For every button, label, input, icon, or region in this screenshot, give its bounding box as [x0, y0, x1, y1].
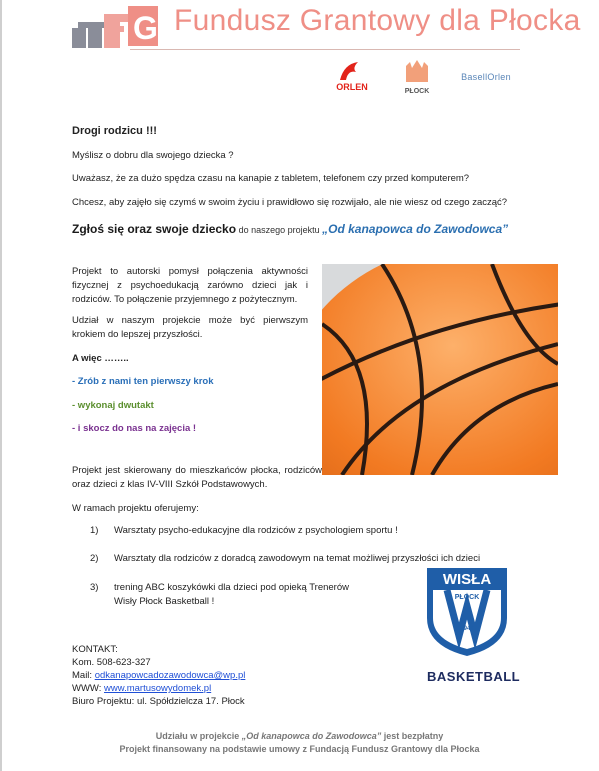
footer-funding: Projekt finansowany na podstawie umowy z Fundacją Fundusz Grantowy dla Płocka	[119, 744, 480, 754]
basell-label: BasellOrlen	[461, 72, 511, 82]
basketball-photo	[322, 264, 558, 475]
question-3: Chcesz, aby zajęło się czymś w swoim życiu i prawidłowo się rozwijało, ale nie wiesz od czego zacząć?	[72, 197, 508, 208]
plock-castle-icon	[400, 58, 434, 84]
slogan-1: - Zrób z nami ten pierwszy krok	[72, 376, 214, 387]
project-name: „Od kanapowca do Zawodowca”	[322, 222, 509, 236]
email-link[interactable]: odkanapowcadozawodowca@wp.pl	[94, 670, 246, 681]
contact-phone: Kom. 508-623-327	[72, 657, 151, 668]
svg-text:G: G	[133, 10, 158, 46]
fundusz-grantowy-logo	[72, 6, 160, 50]
greeting: Drogi rodzicu !!!	[72, 125, 157, 137]
www-label: WWW:	[72, 683, 105, 694]
orlen-logo	[330, 58, 374, 98]
header-rule	[130, 49, 520, 50]
question-1: Myślisz o dobru dla swojego dziecka ?	[72, 150, 234, 161]
paragraph-participation: Udział w naszym projekcie może być pierwszym krokiem do lepszej przyszłości.	[72, 315, 308, 340]
plock-logo	[400, 58, 434, 98]
club-year: 1947	[460, 626, 474, 632]
cta-bold: Zgłoś się oraz swoje dziecko	[72, 222, 237, 236]
offer-number: 2)	[90, 553, 99, 564]
page-edge	[0, 0, 2, 771]
contact-www-row	[72, 682, 211, 695]
question-2: Uważasz, że za dużo spędza czasu na kanapie z tabletem, telefonem czy przed komputerem?	[72, 173, 470, 184]
fundusz-title: Fundusz Grantowy dla Płocka	[174, 4, 581, 37]
plock-label: PŁOCK	[404, 88, 430, 95]
orlen-eagle-icon	[330, 58, 374, 84]
slogan-2: - wykonaj dwutakt	[72, 400, 154, 411]
basketball-label: BASKETBALL	[427, 669, 521, 684]
footer-project-name: „Od kanapowca do Zawodowca”	[241, 731, 382, 741]
basketball-illustration	[322, 264, 558, 475]
offer-number: 1)	[90, 525, 99, 536]
mail-label: Mail:	[72, 670, 95, 681]
a-wiec: A więc ……..	[72, 353, 129, 364]
contact-heading: KONTAKT:	[72, 644, 118, 655]
offer-text: trening ABC koszykówki dla dzieci pod opieką Trenerów Wisły Płock Basketball !	[114, 582, 349, 607]
cta-small: do naszego projektu	[236, 225, 323, 235]
offer-text: Warsztaty dla rodziców z doradcą zawodowym na temat możliwej przyszłości ich dzieci	[114, 553, 481, 564]
orlen-label: ORLEN	[336, 82, 368, 92]
footer-text-c: jest bezpłatny	[381, 731, 444, 741]
offer-intro: W ramach projektu oferujemy:	[72, 503, 199, 514]
wisla-plock-crest	[425, 566, 509, 658]
club-name: WISŁA	[442, 571, 492, 588]
contact-office: Biuro Projektu: ul. Spółdzielcza 17. Płock	[72, 696, 245, 707]
paragraph-project-idea: Projekt to autorski pomysł połączenia aktywności fizycznej z psychoedukacją zarówno dzieci jak i rodziców. To połączenie przyjemnego z pożytecznym.	[72, 266, 308, 305]
website-link[interactable]: www.martusowydomek.pl	[104, 683, 212, 694]
basell-orlen-logo	[448, 58, 524, 98]
footer-text-a: Udziału w projekcie	[155, 731, 242, 741]
offer-text: Warsztaty psycho-edukacyjne dla rodziców z psychologiem sportu !	[114, 525, 398, 536]
paragraph-target: Projekt jest skierowany do mieszkańców płocka, rodziców oraz dzieci z klas IV-VIII Szkół Podstawowych.	[72, 465, 322, 490]
club-city: PŁOCK	[454, 594, 480, 601]
offer-number: 3)	[90, 582, 99, 593]
slogan-3: - i skocz do nas na zajęcia !	[72, 423, 197, 434]
contact-mail-row	[72, 669, 245, 682]
call-to-action	[72, 220, 508, 238]
footer-free-participation	[0, 731, 599, 741]
